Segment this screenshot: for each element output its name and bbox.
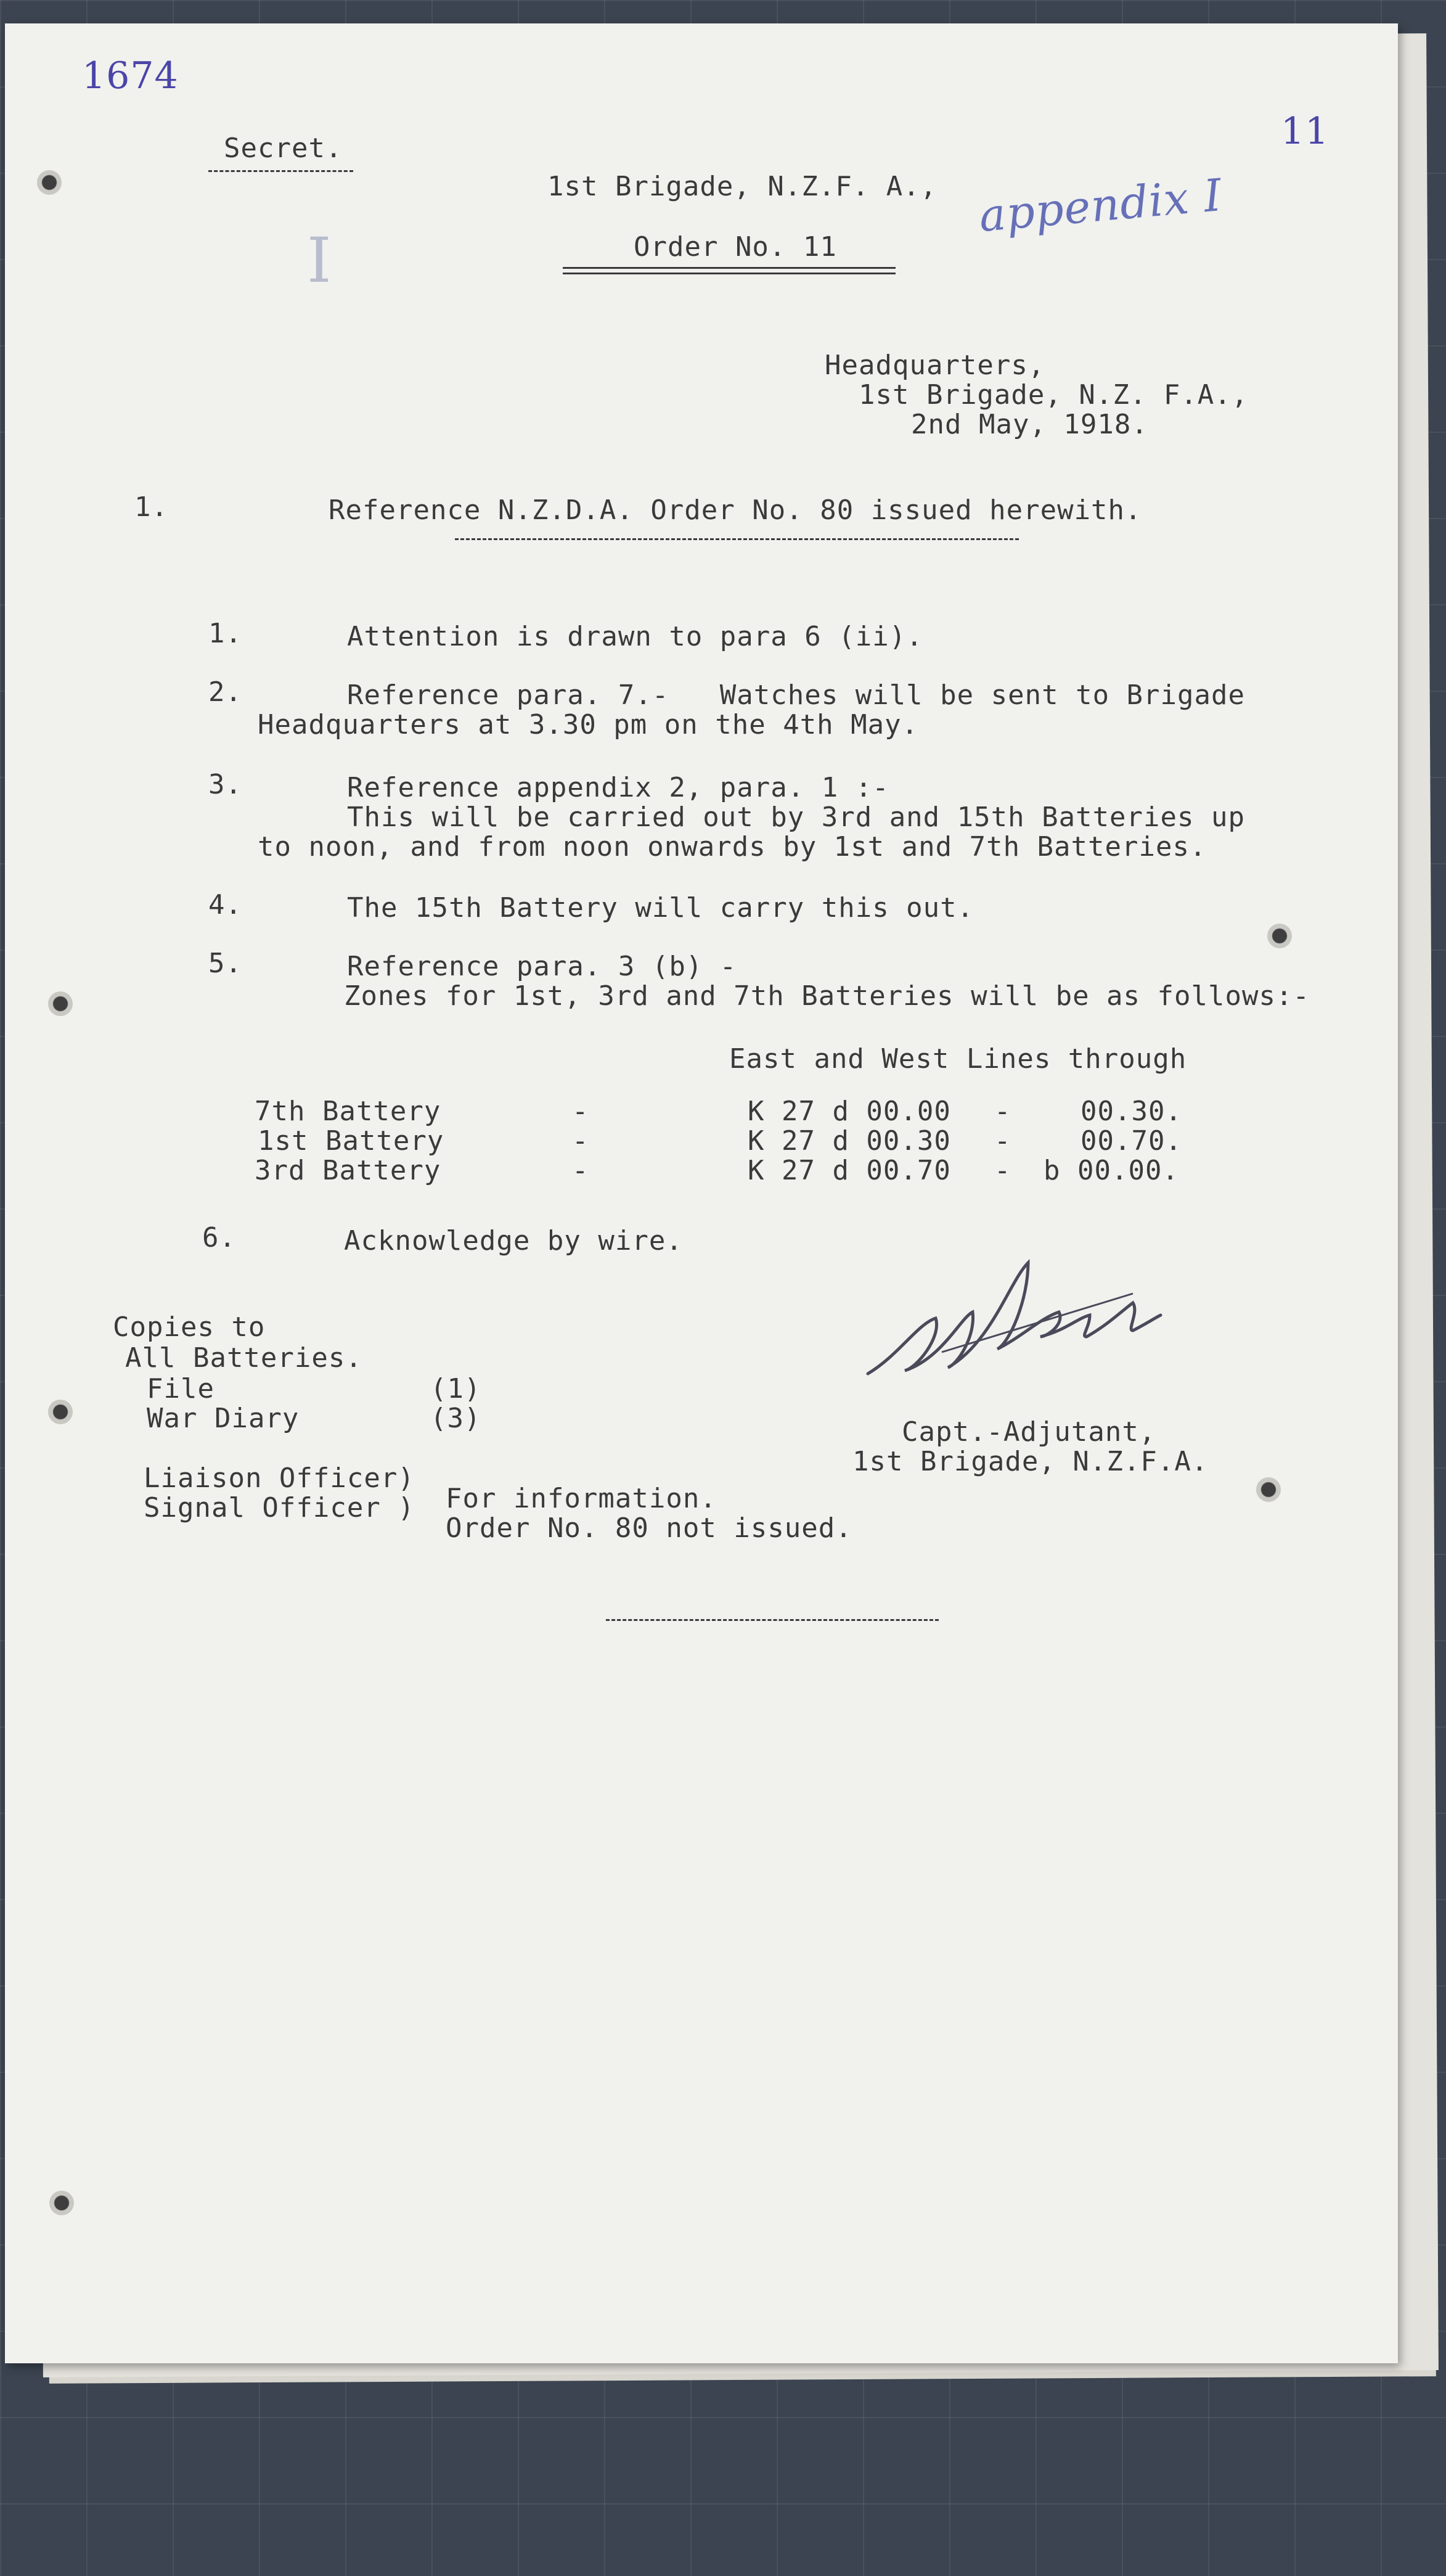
punch-hole	[49, 2191, 74, 2215]
zone-to: 00.70.	[1080, 1125, 1182, 1157]
dash: -	[572, 1155, 589, 1186]
paragraph-number: 6.	[202, 1222, 236, 1253]
zone-from: K 27 d 00.30	[748, 1125, 951, 1157]
unit-heading: 1st Brigade, N.Z.F. A.,	[547, 171, 937, 202]
copy-recipient: File	[147, 1373, 214, 1405]
signature	[843, 1244, 1164, 1405]
dash: -	[572, 1096, 589, 1127]
punch-hole	[1256, 1477, 1281, 1502]
divider	[455, 538, 1019, 540]
paragraph-number: 2.	[208, 676, 242, 708]
zones-header: East and West Lines through	[729, 1043, 1187, 1075]
paragraph-line: Reference appendix 2, para. 1 :-	[347, 772, 889, 803]
copy-recipient: War Diary	[147, 1403, 300, 1434]
main-item-text: Reference N.Z.D.A. Order No. 80 issued herewith.	[329, 494, 1142, 526]
punch-hole	[48, 1400, 73, 1424]
punch-hole	[37, 170, 62, 195]
paragraph-number: 5.	[208, 948, 242, 979]
info-recipient: Liaison Officer)	[144, 1462, 415, 1494]
folio-number: 11	[1281, 110, 1330, 153]
archive-page-number: 1674	[82, 54, 179, 97]
zone-from: K 27 d 00.00	[748, 1096, 951, 1127]
zone-separator: -	[994, 1125, 1011, 1157]
paragraph-number: 1.	[208, 618, 242, 649]
divider	[563, 267, 896, 274]
origin-line: Headquarters,	[825, 350, 1045, 381]
signatory-unit: 1st Brigade, N.Z.F.A.	[852, 1446, 1209, 1477]
paragraph-line: Reference para. 3 (b) -	[347, 951, 737, 982]
zone-separator: -	[994, 1096, 1011, 1127]
info-note: Order No. 80 not issued.	[446, 1512, 852, 1544]
paragraph-line: to noon, and from noon onwards by 1st and 7th Batteries.	[258, 831, 1207, 863]
info-note: For information.	[446, 1483, 717, 1514]
classification: Secret.	[224, 133, 343, 164]
zone-from: K 27 d 00.70	[748, 1155, 951, 1186]
battery-name: 1st Battery	[258, 1125, 444, 1157]
copy-count: (1)	[430, 1373, 481, 1405]
paragraph-number: 3.	[208, 769, 242, 800]
zone-to: b 00.00.	[1044, 1155, 1179, 1186]
origin-line: 1st Brigade, N.Z. F.A.,	[859, 379, 1249, 411]
end-rule	[606, 1619, 939, 1621]
copy-count: (3)	[430, 1403, 481, 1434]
order-title: Order No. 11	[634, 231, 837, 263]
paragraph-number: 4.	[208, 889, 242, 921]
divider	[208, 170, 353, 172]
paragraph-line: Reference para. 7.- Watches will be sent to Brigade	[347, 679, 1245, 711]
paragraph-line: This will be carried out by 3rd and 15th Batteries up	[347, 802, 1245, 833]
zone-separator: -	[994, 1155, 1011, 1186]
paragraph-line: The 15th Battery will carry this out.	[347, 892, 974, 924]
paragraph-line: Headquarters at 3.30 pm on the 4th May.	[258, 709, 919, 740]
battery-name: 3rd Battery	[255, 1155, 441, 1186]
paragraph-line: Zones for 1st, 3rd and 7th Batteries will be as follows:-	[344, 980, 1310, 1012]
zone-to: 00.30.	[1080, 1096, 1182, 1127]
punch-hole	[1267, 924, 1292, 948]
copy-recipient: All Batteries.	[125, 1342, 362, 1374]
battery-name: 7th Battery	[255, 1096, 441, 1127]
margin-numeral: I	[307, 224, 332, 297]
order-date: 2nd May, 1918.	[911, 409, 1148, 440]
document-page	[5, 23, 1398, 2363]
copies-heading: Copies to	[113, 1311, 266, 1343]
info-recipient: Signal Officer )	[144, 1492, 415, 1524]
dash: -	[572, 1125, 589, 1157]
paragraph-line: Attention is drawn to para 6 (ii).	[347, 621, 923, 652]
signatory-title: Capt.-Adjutant,	[902, 1416, 1156, 1448]
appendix-note: appendix I	[977, 168, 1225, 242]
punch-hole	[48, 991, 73, 1016]
paragraph-line: Acknowledge by wire.	[344, 1225, 683, 1257]
main-item-number: 1.	[134, 491, 168, 523]
